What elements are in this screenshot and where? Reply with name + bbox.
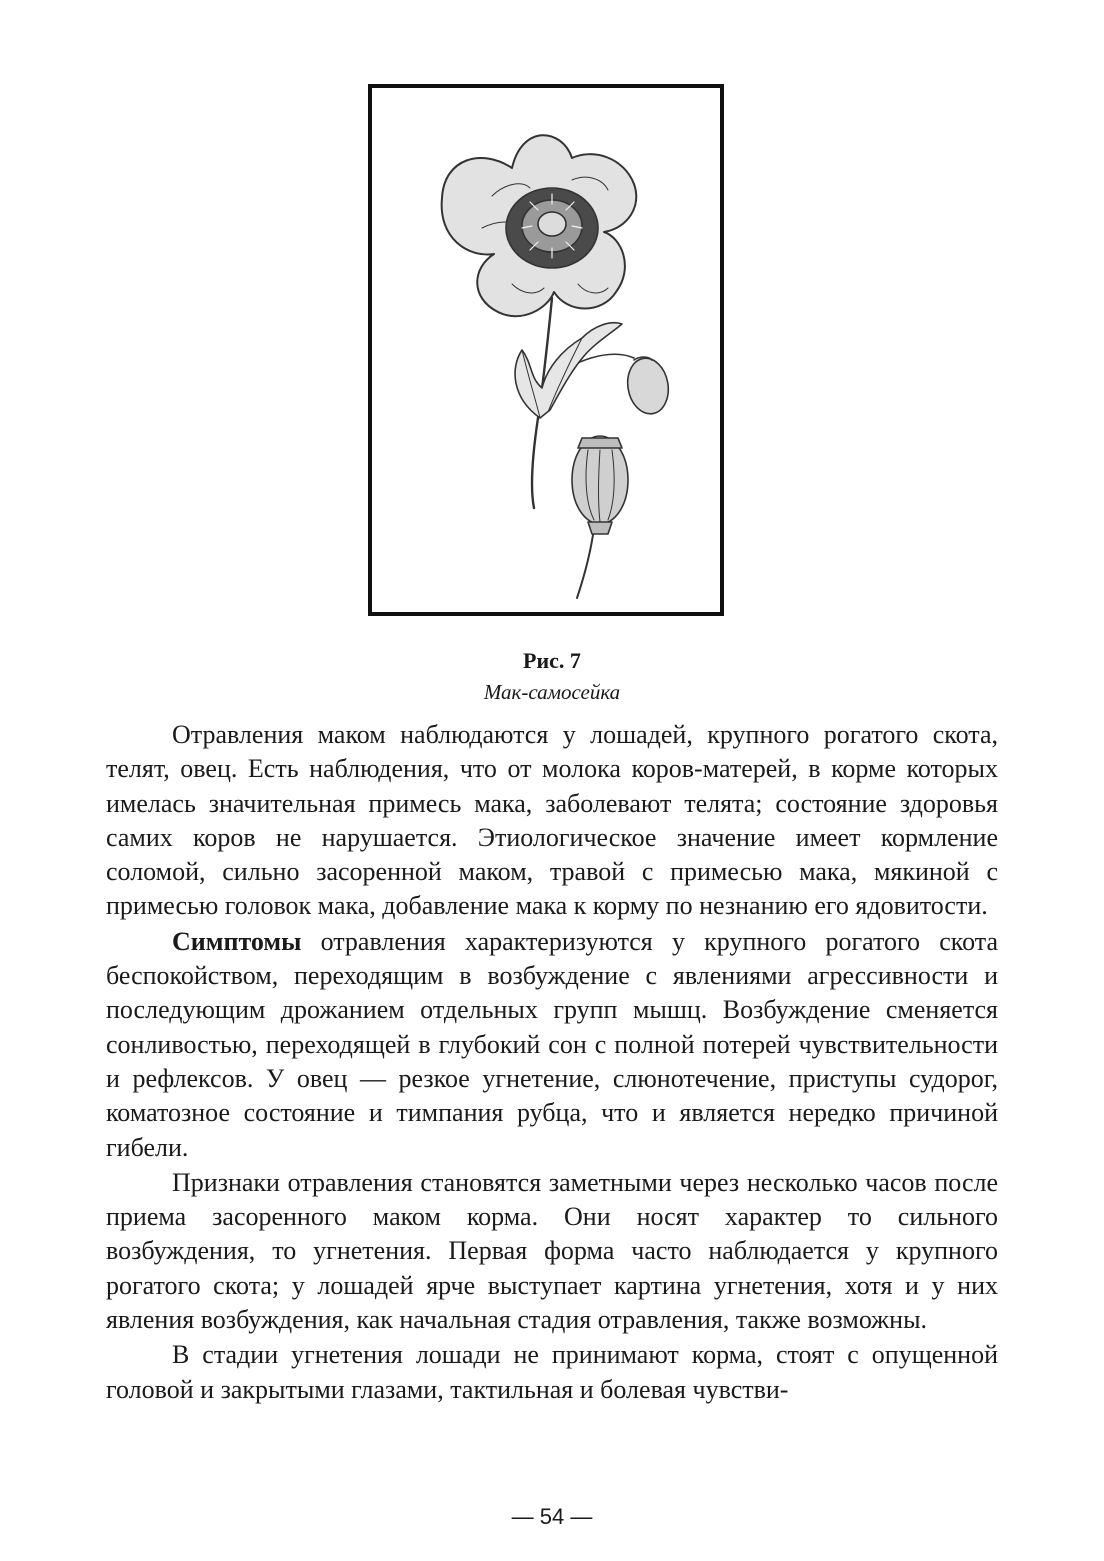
symptoms-term: Симптомы [172, 926, 302, 956]
body-text [106, 718, 998, 1408]
figure-title: Мак-самосейка [483, 680, 621, 704]
paragraph-text: В стадии угнетения лошади не принимают корма, стоят с опущенной головой и закрытыми глазами, тактильная и болевая чувстви- [106, 1340, 998, 1404]
figure-number: Рис. 7 [523, 648, 581, 673]
paragraph-text: отравления характеризуются у крупного рогатого скота беспокойством, переходящим в возбуждение с явлениями агрессивности и последующим дрожанием отдельных групп мышц. Возбуждение сменяется сонливостью, переходящей в глубокий сон с полной потерей чувствительности и рефлексов. У овец — резкое угнетение, слюнотечение, приступы судорог, коматозное состояние и тимпания рубца, что и является нередко причиной гибели. [106, 926, 998, 1162]
poppy-illustration [372, 88, 720, 612]
paragraph [106, 718, 998, 924]
figure-frame [368, 84, 724, 616]
paragraph [106, 925, 998, 1165]
paragraph-text: Отравления маком наблюдаются у лошадей, крупного рогатого скота, телят, овец. Есть наблюдения, что от молока коров-матерей, в корме которых имелась значительная примесь мака, заболевают телята; состояние здоровья самих коров не нарушается. Этиологическое значение имеет кормление соломой, сильно засоренной маком, травой с примесью мака, мякиной с примесью головок мака, добавление мака к корму по незнанию его ядовитости. [106, 720, 998, 921]
paragraph [106, 1166, 998, 1337]
page-number: — 54 — [511, 1504, 593, 1529]
paragraph [106, 1338, 998, 1407]
paragraph-text: Признаки отравления становятся заметными через несколько часов после приема засоренного маком корма. Они носят характер то сильного возбуждения, то угнетения. Первая форма часто наблюдается у крупного рогатого скота; у лошадей ярче выступает картина угнетения, хотя и у них явления возбуждения, как начальная стадия отравления, также возможны. [106, 1167, 998, 1335]
